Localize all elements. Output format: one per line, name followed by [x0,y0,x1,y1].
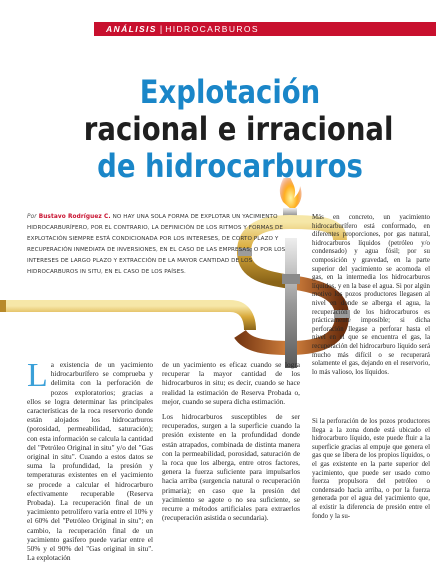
lead-text: NO HAY UNA SOLA FORMA DE EXPLOTAR UN YACIMIENTO HIDROCARBURÍFERO, POR EL CONTRARIO, LA DEFINICIÓN DE LOS RITMOS Y FORMAS DE EXPLOTACIÓN SIEMPRE ESTÁ CONDICIONADA POR LOS INTERESES, DE CORTO PLAZO Y RECUPERACIÓN INMEDIATA DE INVERSIONES, EN EL CASO DE LAS EMPRESAS; O POR LOS INTERESES DE LARGO PLAZO Y EXTRACCIÓN DE LA MAYOR CANTIDAD DE LOS HIDROCARBUROS IN SITU, EN EL CASO DE LOS PAÍSES. [27,214,286,275]
title-line-3: de hidrocarburos [97,147,363,185]
section-header-bar [94,22,436,36]
drop-cap: L [27,357,48,394]
body-paragraph-3: Los hidrocarburos susceptibles de ser recuperados, surgen a la superficie cuando la presión existente en la profundidad donde están atrapados, combinada de distinta manera con la permeabilidad, porosidad, saturación de la roca que los alberga, entre otros factores, genera la fuerza suficiente para impulsarlos hacia arriba (surgencia natural o recuperación primaria); en caso que la presión del yacimiento se agote o no sea suficiente, se recurre a métodos artificiales para extraerlos (recuperación asistida o secundaria). [162,412,300,523]
body-paragraph-2: de un yacimiento es eficaz cuando se logra recuperar la mayor cantidad de los hidrocarburos in situ; es decir, cuando se hace realidad la estimación de Reserva Probada o, mejor, cuando se supera dicha estimación. [162,360,300,406]
body-column-3-bottom [312,418,430,527]
body-paragraph-1: a existencia de un yacimiento hidrocarburífero se comprueba y delimita con la perforación de pozos exploratorios; gracias a ellos se logra determinar las principales características de la roca reservorio donde están alojados los hidrocarburos (porosidad, permeabilidad, saturación); con esta información se calcula la cantidad del "Petróleo Original in situ" y/o del "Gas original in situ". Cuando a estos datos se suma la profundidad, la presión y temperaturas existentes en el yacimiento se procede a calcular el hidrocarburo efectivamente recuperable (Reserva Probada). La recuperación final de un yacimiento petrolífero varía entre el 10% y el 60% del "Petróleo Original in situ"; en cambio, la recuperación final de un yacimiento gasífero puede variar entre el 50% y el 90% del "Gas original in situ". La explotación [27,360,153,562]
byline [27,214,113,220]
header-separator: | [159,24,163,34]
body-column-3-top [312,214,430,383]
section-label: ANÁLISIS [106,24,157,34]
body-column-1 [27,357,153,562]
title-line-1: Explotación [139,73,321,111]
topic-label: HIDROCARBUROS [165,24,259,34]
title-line-2: racional e irracional [83,110,394,148]
body-paragraph-4: Más en concreto, un yacimiento hidrocarburífero está conformado, en diferentes proporciones, por gas natural, hidrocarburos líquidos (petróleo y/o condensado) y agua fósil; por su composición y gravedad, en la parte superior del yacimiento se acomoda el gas, en la intermedia los hidrocarburos líquidos, y en la base el agua. Si por algún motivo los pozos productores llegasen al nivel en donde se alberga el agua, la recuperación de los hidrocarburos es prácticamente imposible; si dicha perforación llegase a perforar hasta el nivel en el que se encuentra el gas, la recuperación del hidrocarburo líquido será mucho más difícil o se recuperará solamente el gas, dejando en el reservorio, lo más valioso, los líquidos. [312,214,430,376]
article-title [83,73,394,185]
byline-author: Bustavo Rodríguez C. [38,214,111,220]
body-paragraph-5: Si la perforación de los pozos productores llega a la zona donde está ubicado el hidrocarburo líquido, este puede fluir a la superficie gracias al empuje que genera el gas que se libera de los propios líquidos, o el gas existente en la parte superior del yacimiento, que puede ser usado como fuerza propulsora del petróleo o condensado hacia arriba, o por la fuerza generada por el agua del yacimiento que, al existir la diferencia de presión entre el fondo y la su- [312,418,430,520]
byline-prefix: Por [27,214,37,220]
article-lead [27,212,295,278]
body-column-2 [162,360,300,528]
